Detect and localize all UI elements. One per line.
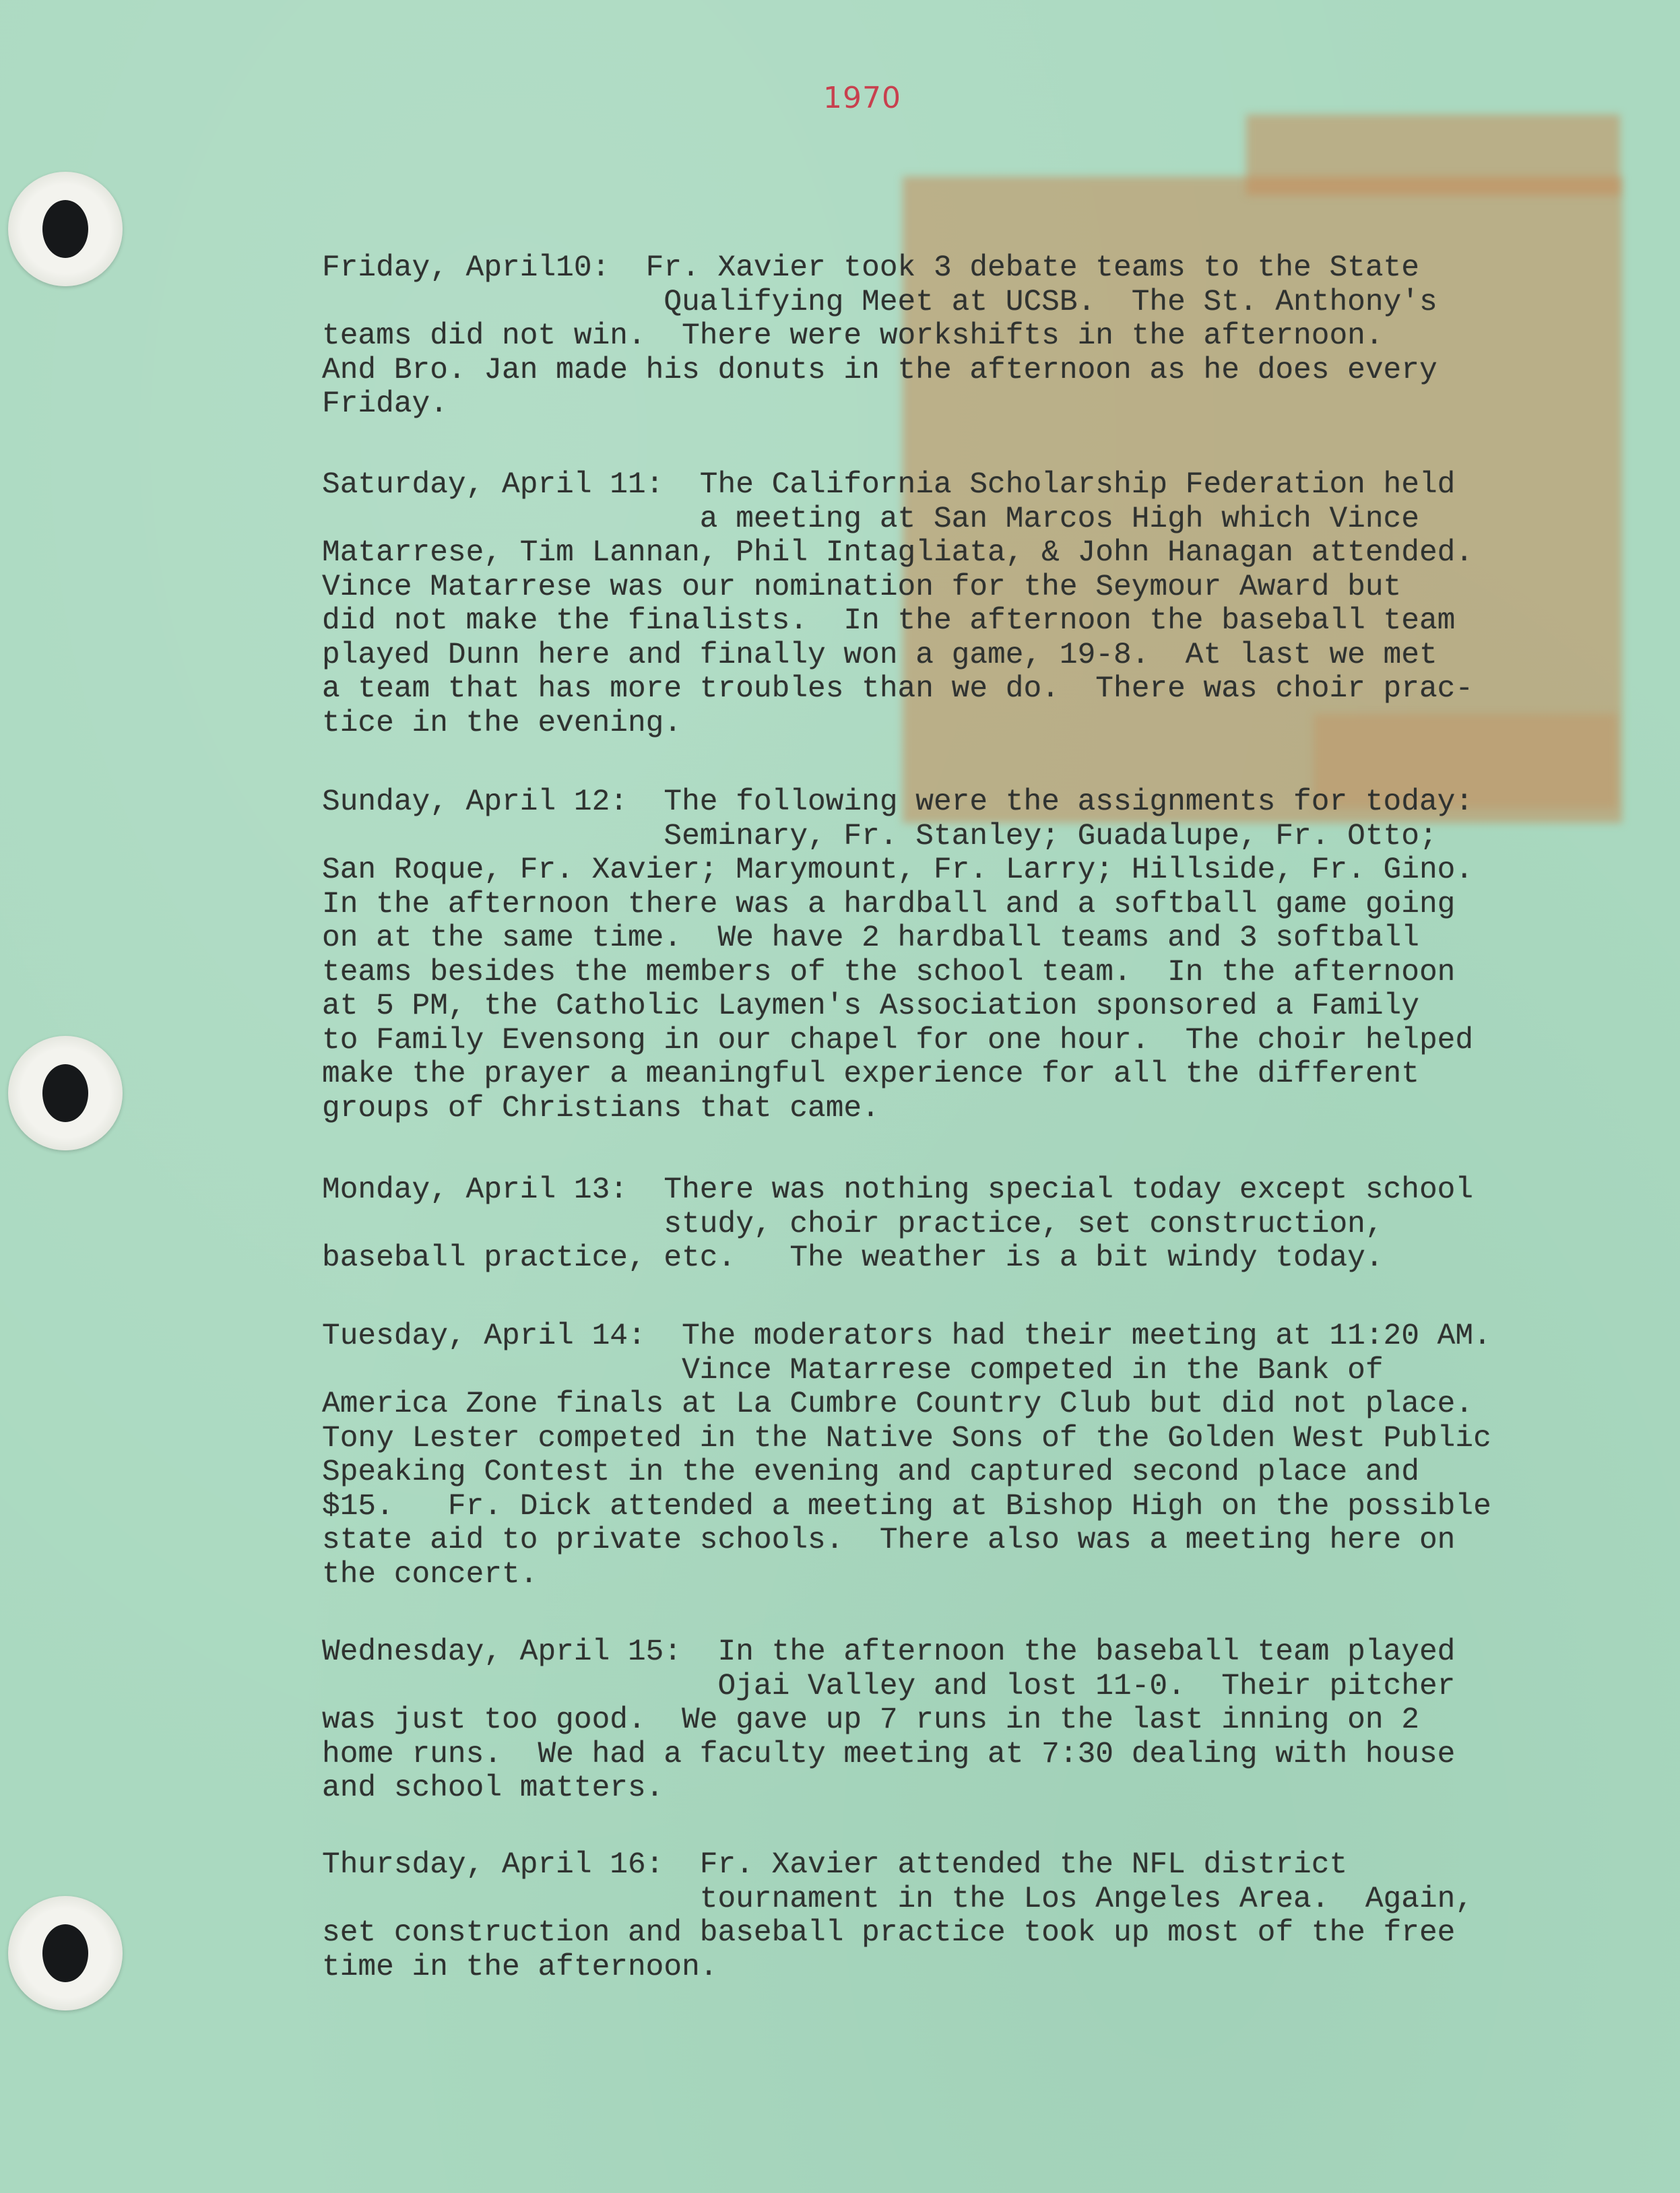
entry-body: Seminary, Fr. Stanley; Guadalupe, Fr. Otto; San Roque, Fr. Xavier; Marymount, Fr. Larry; Hillside, Fr. Gino. In the afternoon there was a hardball and a softball game going on at the same time. We have 2 hardball teams and 3 softball teams besides the members of the school team. In the afternoon at 5 PM, the Catholic Laymen's Association sponsored a Family to Family Evensong in our chapel for one hour. The choir helped make the prayer a meaningful experience for all the different groups of Christians that came. (322, 819, 1474, 1125)
entry-body: tournament in the Los Angeles Area. Again, set construction and baseball practice took up most of the free time in the afternoon. (322, 1882, 1474, 1984)
diary-entry-april-14 (322, 1319, 1491, 1592)
entry-body: Ojai Valley and lost 11-0. Their pitcher was just too good. We gave up 7 runs in the last inning on 2 home runs. We had a faculty meeting at 7:30 dealing with house and school matters. (322, 1669, 1456, 1805)
page-year: 1970 (823, 81, 901, 115)
diary-entry-april-11 (322, 468, 1473, 740)
entry-body: study, choir practice, set construction, baseball practice, etc. The weather is a bit windy today. (322, 1207, 1384, 1275)
entry-body: a meeting at San Marcos High which Vince Matarrese, Tim Lannan, Phil Intagliata, & John Hanagan attended. Vince Matarrese was our nomination for the Seymour Award but did not make the finalists. In the afternoon the baseball team played Dunn here and finally won a game, 19-8. At last we met a team that has more troubles than we do. There was choir prac- tice in the evening. (322, 502, 1474, 740)
entry-date-line: Wednesday, April 15: In the afternoon the baseball team played (322, 1635, 1456, 1669)
entry-body: Qualifying Meet at UCSB. The St. Anthony's teams did not win. There were workshifts in the afternoon. And Bro. Jan made his donuts in the afternoon as he does every Friday. (322, 285, 1437, 421)
entry-date-line: Saturday, April 11: The California Scholarship Federation held (322, 468, 1456, 502)
entry-date-line: Tuesday, April 14: The moderators had their meeting at 11:20 AM. (322, 1319, 1491, 1353)
entry-date-line: Sunday, April 12: The following were the assignments for today: (322, 785, 1474, 819)
binder-hole (8, 172, 123, 286)
diary-entry-april-12 (322, 785, 1473, 1125)
diary-entry-april-16 (322, 1848, 1473, 1984)
entry-body: Vince Matarrese competed in the Bank of America Zone finals at La Cumbre Country Club but did not place. Tony Lester competed in the Native Sons of the Golden West Public Speaking Contest in the evening and captured second place and $15. Fr. Dick attended a meeting at Bishop High on the possible state aid to private schools. There also was a meeting here on the concert. (322, 1353, 1491, 1592)
binder-hole (8, 1896, 123, 2010)
diary-entry-april-10 (322, 251, 1437, 422)
entry-date-line: Friday, April10: Fr. Xavier took 3 debate teams to the State (322, 251, 1419, 285)
binder-hole (8, 1036, 123, 1150)
diary-entry-april-13 (322, 1173, 1473, 1276)
diary-entry-april-15 (322, 1635, 1455, 1806)
entry-date-line: Thursday, April 16: Fr. Xavier attended the NFL district (322, 1848, 1348, 1882)
paper-stain (1246, 114, 1620, 195)
entry-date-line: Monday, April 13: There was nothing special today except school (322, 1173, 1474, 1207)
